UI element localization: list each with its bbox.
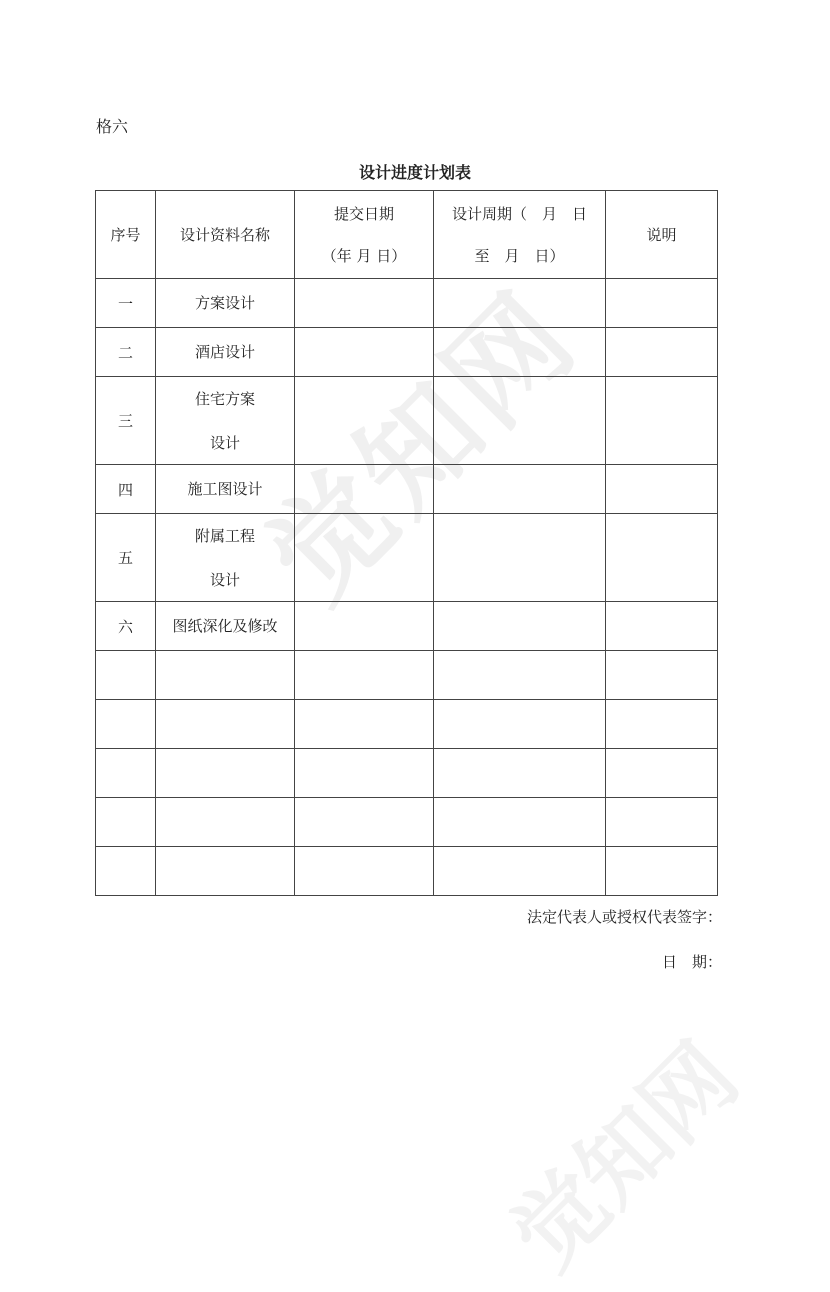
row-index: 六	[96, 602, 156, 651]
table-row	[96, 279, 718, 328]
row-submit-date	[295, 749, 434, 798]
row-name	[156, 279, 295, 328]
header-submit-line2: （年 月 日）	[321, 246, 407, 265]
header-note: 说明	[606, 191, 718, 279]
row-name	[156, 749, 295, 798]
row-name	[156, 465, 295, 514]
row-design-period	[434, 798, 606, 847]
row-name	[156, 700, 295, 749]
row-submit-date	[295, 798, 434, 847]
row-index	[96, 700, 156, 749]
row-design-period	[434, 514, 606, 602]
row-submit-date	[295, 279, 434, 328]
row-note	[606, 328, 718, 377]
row-note	[606, 377, 718, 465]
row-name	[156, 847, 295, 896]
row-note	[606, 700, 718, 749]
row-design-period	[434, 377, 606, 465]
watermark: 觉知网	[242, 266, 603, 627]
table-row	[96, 602, 718, 651]
row-index	[96, 847, 156, 896]
row-name-line: 设计	[209, 570, 240, 589]
row-submit-date	[295, 602, 434, 651]
watermark-bottom: 觉知网	[492, 1024, 758, 1290]
row-name-line: 附属工程	[194, 526, 255, 545]
row-name	[156, 798, 295, 847]
table-row	[96, 377, 718, 465]
row-submit-date	[295, 514, 434, 602]
row-note	[606, 279, 718, 328]
row-name-line: 图纸深化及修改	[172, 617, 278, 635]
row-note	[606, 514, 718, 602]
row-design-period	[434, 602, 606, 651]
page-title: 设计进度计划表	[358, 163, 471, 182]
row-name-line: 住宅方案	[194, 389, 255, 408]
signature-label: 法定代表人或授权代表签字：	[526, 908, 722, 926]
table-row	[96, 514, 718, 602]
row-note	[606, 602, 718, 651]
row-index: 四	[96, 465, 156, 514]
table-row	[96, 847, 718, 896]
row-name	[156, 514, 295, 602]
row-design-period	[434, 847, 606, 896]
row-index: 一	[96, 279, 156, 328]
row-submit-date	[295, 847, 434, 896]
header-design-period	[434, 191, 606, 279]
table-row	[96, 700, 718, 749]
table-header-row	[96, 191, 718, 279]
row-note	[606, 847, 718, 896]
row-name-line: 酒店设计	[194, 343, 255, 361]
row-note	[606, 465, 718, 514]
table-row	[96, 798, 718, 847]
row-submit-date	[295, 377, 434, 465]
row-index	[96, 749, 156, 798]
header-index: 序号	[96, 191, 156, 279]
row-note	[606, 651, 718, 700]
form-label: 格六	[96, 117, 129, 136]
row-design-period	[434, 465, 606, 514]
header-period-line2: 至 月 日）	[474, 246, 565, 265]
row-note	[606, 798, 718, 847]
table-row	[96, 749, 718, 798]
date-label: 日 期：	[661, 953, 722, 971]
row-note	[606, 749, 718, 798]
row-submit-date	[295, 700, 434, 749]
row-design-period	[434, 328, 606, 377]
row-name-line: 设计	[209, 433, 240, 452]
row-index	[96, 651, 156, 700]
row-submit-date	[295, 328, 434, 377]
row-design-period	[434, 279, 606, 328]
row-design-period	[434, 700, 606, 749]
row-index	[96, 798, 156, 847]
row-index: 三	[96, 377, 156, 465]
row-submit-date	[295, 465, 434, 514]
table-row	[96, 328, 718, 377]
row-submit-date	[295, 651, 434, 700]
row-name	[156, 602, 295, 651]
header-name: 设计资料名称	[156, 191, 295, 279]
row-index: 五	[96, 514, 156, 602]
schedule-table	[95, 190, 718, 896]
row-name-line: 施工图设计	[187, 480, 263, 498]
header-submit-line1: 提交日期	[333, 204, 394, 223]
row-name	[156, 377, 295, 465]
row-name-line: 方案设计	[194, 294, 255, 312]
table-row	[96, 465, 718, 514]
row-index: 二	[96, 328, 156, 377]
row-name	[156, 328, 295, 377]
header-submit-date	[295, 191, 434, 279]
table-body	[96, 279, 718, 896]
row-design-period	[434, 749, 606, 798]
header-period-line1: 设计周期（ 月 日	[451, 204, 587, 223]
row-name	[156, 651, 295, 700]
table-row	[96, 651, 718, 700]
row-design-period	[434, 651, 606, 700]
